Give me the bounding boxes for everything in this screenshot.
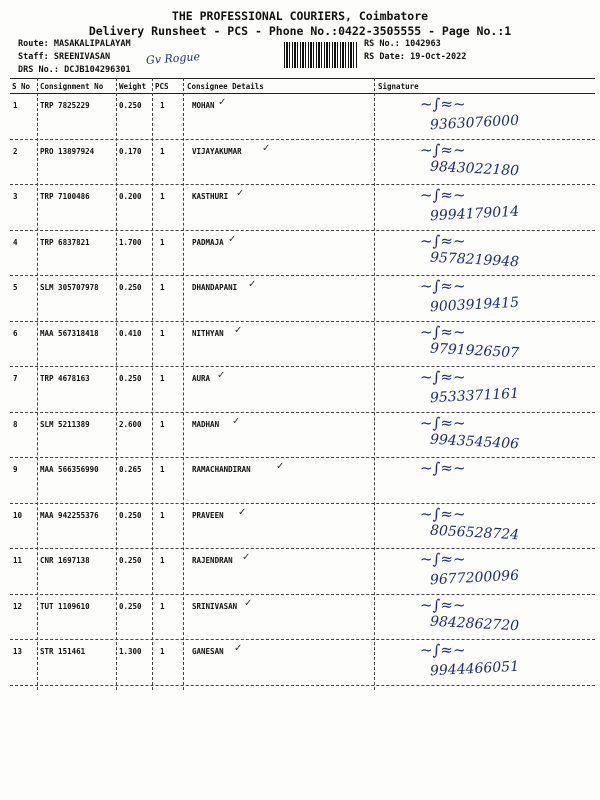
signature-phone-number: 9842862720 bbox=[429, 613, 520, 634]
signature-scrawl: ~∫≈~ bbox=[420, 140, 466, 159]
handwritten-note: Gv Rogue bbox=[145, 50, 201, 67]
signature-scrawl: ~∫≈~ bbox=[420, 459, 466, 477]
cell-sno: 1 bbox=[13, 101, 18, 110]
rs-date-line bbox=[364, 52, 466, 62]
col-consignee: Consignee Details bbox=[187, 82, 264, 91]
cell-weight: 2.600 bbox=[119, 419, 142, 429]
cell-pcs: 1 bbox=[160, 374, 165, 383]
route-value: MASAKALIPALAYAM bbox=[53, 39, 131, 49]
check-mark-icon: ✓ bbox=[262, 142, 271, 154]
signature-scrawl: ~∫≈~ bbox=[420, 231, 466, 250]
signature-phone-number: 9791926507 bbox=[429, 340, 520, 361]
row-separator bbox=[10, 412, 595, 413]
row-separator bbox=[10, 639, 595, 640]
check-mark-icon: ✓ bbox=[218, 97, 227, 108]
check-mark-icon: ✓ bbox=[234, 324, 243, 336]
cell-weight: 0.410 bbox=[119, 328, 142, 338]
col-signature: Signature bbox=[378, 82, 419, 91]
check-mark-icon: ✓ bbox=[234, 643, 243, 654]
cell-consignment-no: PRO 13897924 bbox=[40, 146, 95, 156]
cell-weight: 0.250 bbox=[119, 101, 142, 110]
cell-sno: 5 bbox=[13, 283, 18, 292]
cell-sno: 9 bbox=[13, 465, 18, 474]
barcode bbox=[284, 42, 357, 68]
cell-consignment-no: MAA 566356990 bbox=[40, 465, 99, 474]
cell-consignment-no: MAA 942255376 bbox=[40, 510, 99, 520]
row-separator bbox=[10, 184, 595, 185]
check-mark-icon: ✓ bbox=[244, 597, 253, 609]
cell-consignee: MADHAN bbox=[192, 419, 220, 429]
signature-phone-number: 9677200096 bbox=[429, 567, 520, 589]
cell-weight: 0.265 bbox=[119, 465, 142, 474]
column-divider bbox=[116, 78, 117, 690]
cell-sno: 10 bbox=[13, 510, 23, 520]
cell-consignee: VIJAYAKUMAR bbox=[192, 146, 242, 156]
rs-no-value: 1042963 bbox=[404, 39, 441, 49]
cell-consignee: RAJENDRAN bbox=[192, 556, 233, 565]
cell-consignment-no: TUT 1109610 bbox=[40, 601, 90, 611]
signature-scrawl: ~∫≈~ bbox=[420, 277, 466, 295]
cell-pcs: 1 bbox=[160, 146, 165, 156]
cell-pcs: 1 bbox=[160, 601, 165, 611]
cell-consignment-no: TRP 7100486 bbox=[40, 192, 90, 201]
row-separator bbox=[10, 321, 595, 322]
cell-sno: 12 bbox=[13, 601, 23, 611]
drs-label: DRS No.: bbox=[18, 65, 59, 75]
cell-weight: 1.700 bbox=[119, 237, 142, 247]
cell-consignee: DHANDAPANI bbox=[192, 283, 238, 292]
signature-phone-number: 9843022180 bbox=[429, 158, 520, 179]
runsheet-title: THE PROFESSIONAL COURIERS, Coimbatore bbox=[171, 9, 429, 23]
col-pcs: PCS bbox=[155, 82, 169, 91]
check-mark-icon: ✓ bbox=[276, 461, 285, 472]
signature-phone-number: 9994179014 bbox=[429, 203, 520, 225]
column-divider bbox=[152, 78, 153, 690]
row-separator bbox=[10, 685, 595, 686]
cell-consignment-no: TRP 4678163 bbox=[40, 374, 90, 383]
signature-scrawl: ~∫≈~ bbox=[420, 641, 466, 659]
cell-consignee: GANESAN bbox=[192, 647, 224, 656]
cell-sno: 13 bbox=[13, 647, 23, 656]
staff-label: Staff: bbox=[18, 52, 49, 62]
signature-scrawl: ~∫≈~ bbox=[420, 595, 466, 614]
cell-pcs: 1 bbox=[160, 192, 165, 201]
row-separator bbox=[10, 275, 595, 276]
rs-date-label: RS Date: bbox=[364, 52, 405, 62]
staff-value: SREENIVASAN bbox=[53, 52, 111, 62]
signature-scrawl: ~∫≈~ bbox=[420, 550, 466, 568]
signature-scrawl: ~∫≈~ bbox=[420, 186, 466, 204]
cell-consignment-no: SLM 305707978 bbox=[40, 283, 99, 292]
rs-no-label: RS No.: bbox=[364, 39, 400, 49]
cell-consignment-no: STR 151461 bbox=[40, 647, 86, 656]
signature-phone-number: 9363076000 bbox=[429, 112, 520, 134]
row-separator bbox=[10, 366, 595, 367]
cell-pcs: 1 bbox=[160, 237, 165, 247]
cell-consignment-no: TRP 7825229 bbox=[40, 101, 90, 110]
cell-weight: 0.250 bbox=[119, 556, 142, 565]
drs-line bbox=[18, 65, 131, 75]
cell-pcs: 1 bbox=[160, 465, 165, 474]
cell-weight: 0.250 bbox=[119, 374, 142, 383]
row-separator bbox=[10, 548, 595, 549]
cell-consignee: PRAVEEN bbox=[192, 510, 224, 520]
signature-phone-number: 9003919415 bbox=[429, 294, 520, 316]
cell-consignment-no: TRP 6837821 bbox=[40, 237, 90, 247]
signature-scrawl: ~∫≈~ bbox=[420, 368, 466, 386]
cell-pcs: 1 bbox=[160, 101, 165, 110]
cell-pcs: 1 bbox=[160, 647, 165, 656]
cell-sno: 3 bbox=[13, 192, 18, 201]
column-divider bbox=[183, 78, 184, 690]
cell-weight: 0.200 bbox=[119, 192, 142, 201]
check-mark-icon: ✓ bbox=[236, 188, 245, 199]
cell-consignment-no: CNR 1697138 bbox=[40, 556, 90, 565]
signature-phone-number: 9943545406 bbox=[429, 431, 520, 452]
cell-pcs: 1 bbox=[160, 510, 165, 520]
column-divider bbox=[37, 78, 38, 690]
staff-line bbox=[18, 52, 110, 62]
runsheet-subtitle: Delivery Runsheet - PCS - Phone No.:0422-3505555 - Page No.:1 bbox=[88, 24, 512, 38]
row-separator bbox=[10, 457, 595, 458]
check-mark-icon: ✓ bbox=[228, 233, 237, 245]
cell-consignee: KASTHURI bbox=[192, 192, 229, 201]
cell-weight: 0.250 bbox=[119, 283, 142, 292]
cell-pcs: 1 bbox=[160, 419, 165, 429]
route-line bbox=[18, 39, 131, 49]
cell-sno: 7 bbox=[13, 374, 18, 383]
signature-phone-number: 8056528724 bbox=[429, 522, 520, 543]
cell-sno: 6 bbox=[13, 328, 18, 338]
cell-pcs: 1 bbox=[160, 283, 165, 292]
drs-value: DCJB104296301 bbox=[64, 65, 131, 75]
row-separator bbox=[10, 230, 595, 231]
check-mark-icon: ✓ bbox=[248, 279, 257, 290]
cell-consignment-no: SLM 5211389 bbox=[40, 419, 90, 429]
signature-phone-number: 9944466051 bbox=[429, 658, 520, 680]
cell-consignee: SRINIVASAN bbox=[192, 601, 238, 611]
cell-consignment-no: MAA 567318418 bbox=[40, 328, 99, 338]
cell-weight: 1.300 bbox=[119, 647, 142, 656]
cell-sno: 11 bbox=[13, 556, 23, 565]
cell-pcs: 1 bbox=[160, 328, 165, 338]
cell-weight: 0.170 bbox=[119, 146, 142, 156]
signature-phone-number: 9578219948 bbox=[429, 249, 520, 270]
signature-scrawl: ~∫≈~ bbox=[420, 413, 466, 432]
row-separator bbox=[10, 594, 595, 595]
row-separator bbox=[10, 139, 595, 140]
signature-scrawl: ~∫≈~ bbox=[420, 504, 466, 523]
cell-weight: 0.250 bbox=[119, 510, 142, 520]
col-sno: S No bbox=[12, 82, 31, 91]
check-mark-icon: ✓ bbox=[217, 370, 226, 381]
row-separator bbox=[10, 503, 595, 504]
cell-consignee: RAMACHANDIRAN bbox=[192, 465, 251, 474]
table-top-rule bbox=[10, 78, 595, 79]
rs-no-line bbox=[364, 39, 441, 49]
signature-scrawl: ~∫≈~ bbox=[420, 95, 466, 113]
check-mark-icon: ✓ bbox=[232, 415, 241, 427]
cell-pcs: 1 bbox=[160, 556, 165, 565]
cell-consignee: NITHYAN bbox=[192, 328, 224, 338]
col-weight: Weight bbox=[119, 82, 147, 91]
table-header-rule bbox=[10, 93, 595, 94]
col-consignment: Consignment No bbox=[40, 82, 104, 91]
route-label: Route: bbox=[18, 39, 49, 49]
cell-consignee: PADMAJA bbox=[192, 237, 224, 247]
cell-consignee: AURA bbox=[192, 374, 211, 383]
rs-date-value: 19-Oct-2022 bbox=[410, 52, 467, 62]
cell-sno: 2 bbox=[13, 146, 18, 156]
cell-consignee: MOHAN bbox=[192, 101, 215, 110]
signature-scrawl: ~∫≈~ bbox=[420, 322, 466, 341]
column-divider bbox=[374, 78, 375, 690]
cell-sno: 4 bbox=[13, 237, 18, 247]
cell-sno: 8 bbox=[13, 419, 18, 429]
cell-weight: 0.250 bbox=[119, 601, 142, 611]
signature-phone-number: 9533371161 bbox=[429, 385, 520, 407]
check-mark-icon: ✓ bbox=[238, 506, 247, 518]
check-mark-icon: ✓ bbox=[242, 552, 251, 563]
